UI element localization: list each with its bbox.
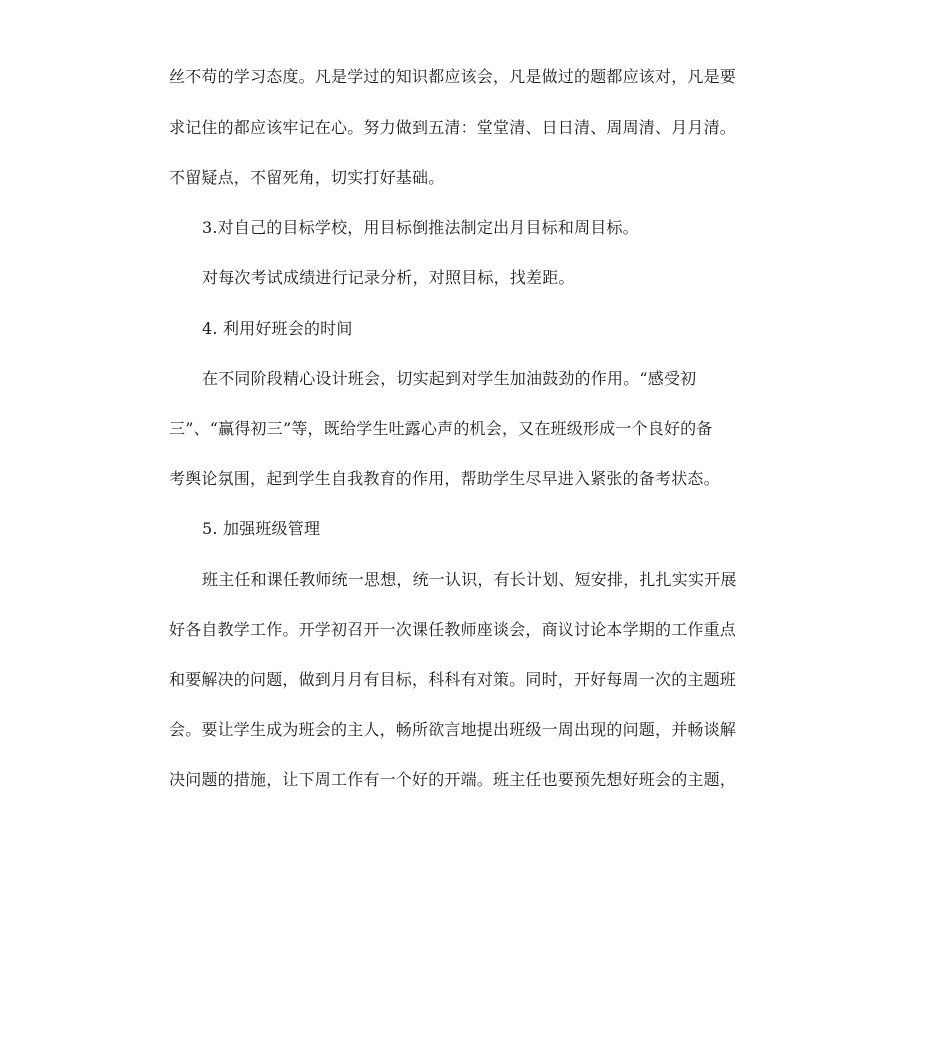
paragraph-line: 班主任和课任教师统一思想，统一认识，有长计划、短安排，扎扎实实开展 (202, 570, 737, 589)
paragraph-line: 好各自教学工作。开学初召开一次课任教师座谈会，商议讨论本学期的工作重点 (169, 620, 737, 639)
section-heading: 5. 加强班级管理 (202, 519, 321, 538)
paragraph-line: 在不同阶段精心设计班会，切实起到对学生加油鼓劲的作用。“感受初 (202, 369, 697, 388)
paragraph-line: 对每次考试成绩进行记录分析，对照目标，找差距。 (202, 268, 575, 287)
paragraph-line: 三”、“赢得初三”等，既给学生吐露心声的机会，又在班级形成一个良好的备 (169, 419, 713, 438)
paragraph-line: 不留疑点，不留死角，切实打好基础。 (169, 168, 445, 187)
paragraph-line: 决问题的措施，让下周工作有一个好的开端。班主任也要预先想好班会的主题， (169, 770, 737, 789)
paragraph-line: 3.对自己的目标学校，用目标倒推法制定出月目标和周目标。 (202, 218, 639, 237)
paragraph-line: 考舆论氛围，起到学生自我教育的作用，帮助学生尽早进入紧张的备考状态。 (169, 469, 720, 488)
paragraph-line: 丝不苟的学习态度。凡是学过的知识都应该会，凡是做过的题都应该对，凡是要 (169, 67, 737, 86)
paragraph-line: 和要解决的问题，做到月月有目标，科科有对策。同时，开好每周一次的主题班 (169, 670, 737, 689)
paragraph-line: 会。要让学生成为班会的主人，畅所欲言地提出班级一周出现的问题，并畅谈解 (169, 720, 737, 739)
section-heading: 4. 利用好班会的时间 (202, 319, 353, 338)
paragraph-line: 求记住的都应该牢记在心。努力做到五清：堂堂清、日日清、周周清、月月清。 (169, 118, 737, 137)
